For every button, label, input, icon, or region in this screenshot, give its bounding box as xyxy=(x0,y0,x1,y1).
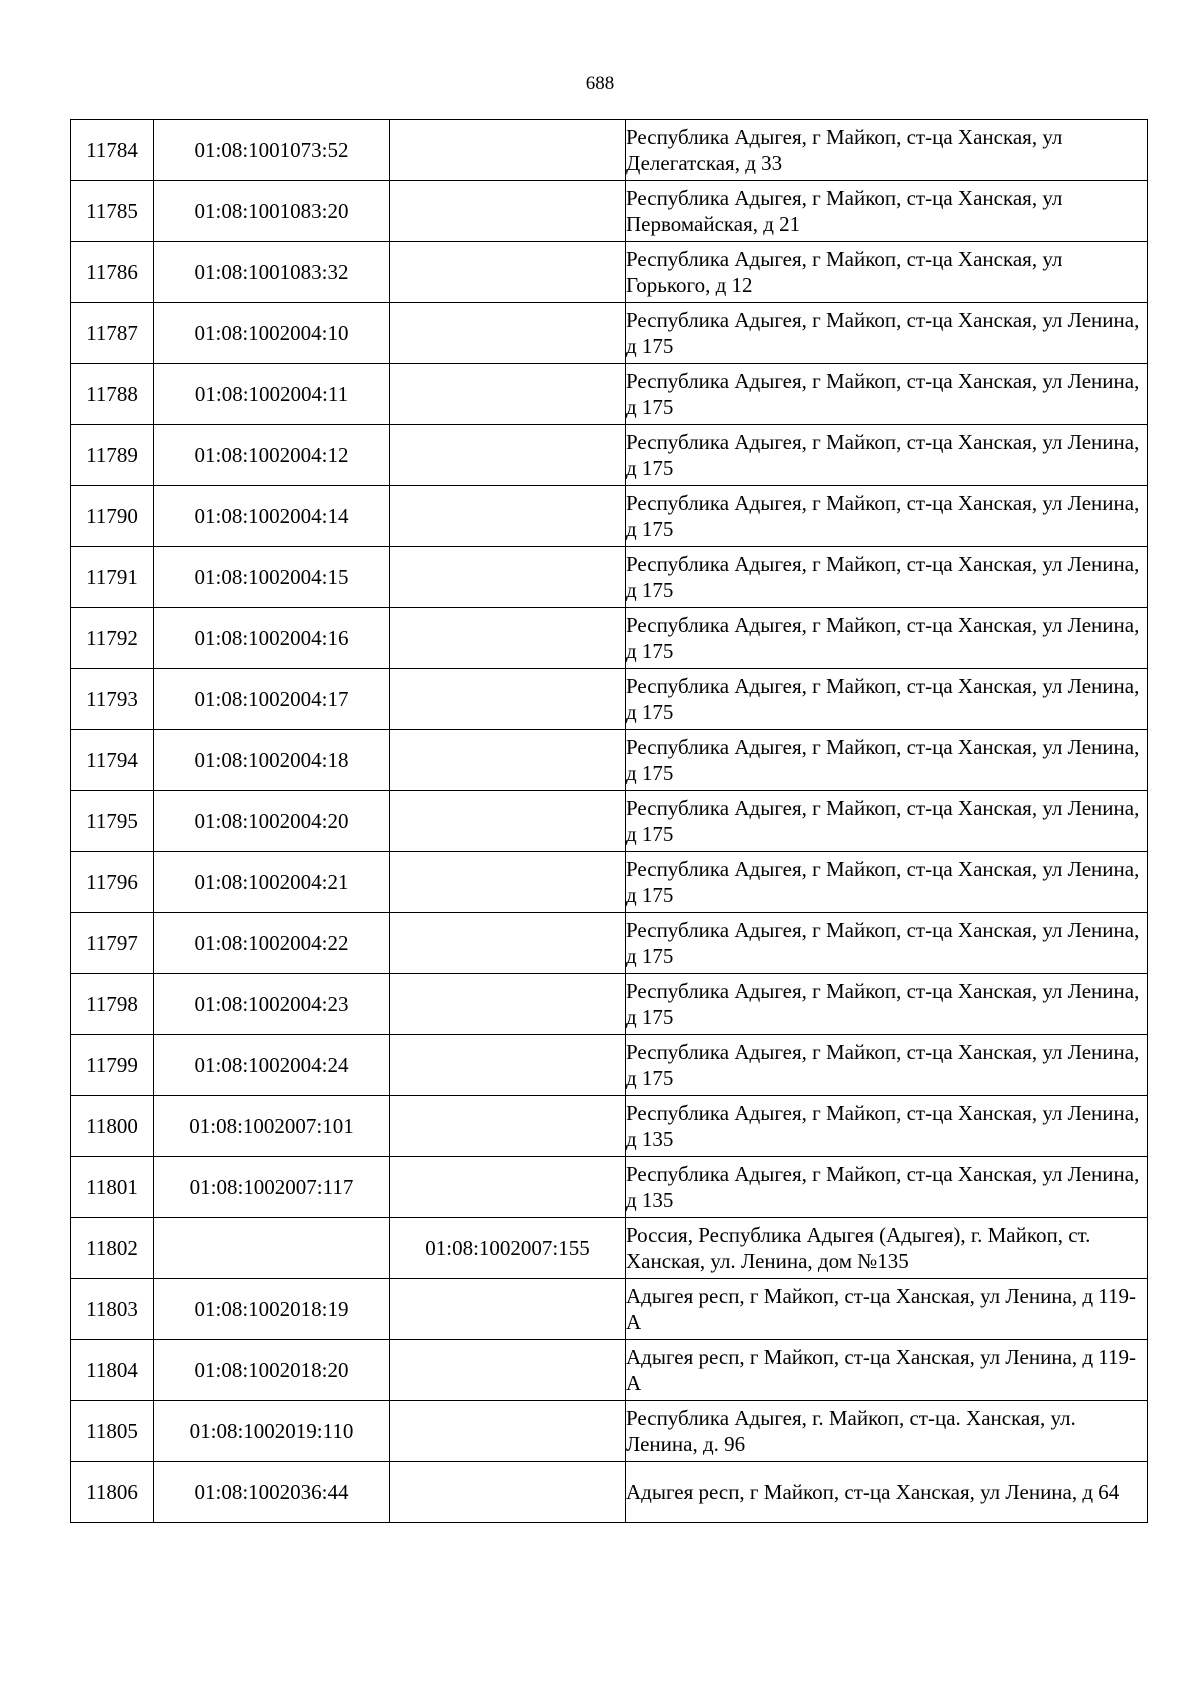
address-cell: Адыгея респ, г Майкоп, ст-ца Ханская, ул Ленина, д 64 xyxy=(626,1462,1148,1523)
cadastral-number-cell: 01:08:1002036:44 xyxy=(154,1462,390,1523)
address-cell: Россия, Республика Адыгея (Адыгея), г. Майкоп, ст. Ханская, ул. Ленина, дом №135 xyxy=(626,1218,1148,1279)
building-cadastral-number-cell xyxy=(390,913,626,974)
address-cell: Республика Адыгея, г Майкоп, ст-ца Ханская, ул Ленина, д 175 xyxy=(626,1035,1148,1096)
address-cell: Адыгея респ, г Майкоп, ст-ца Ханская, ул Ленина, д 119-А xyxy=(626,1340,1148,1401)
building-cadastral-number-cell xyxy=(390,730,626,791)
cadastral-number-cell: 01:08:1001083:32 xyxy=(154,242,390,303)
table-row xyxy=(71,1340,1148,1401)
row-number-cell: 11801 xyxy=(71,1157,154,1218)
table-row xyxy=(71,608,1148,669)
address-cell: Республика Адыгея, г Майкоп, ст-ца Ханская, ул Ленина, д 135 xyxy=(626,1096,1148,1157)
cadastral-number-cell: 01:08:1002004:23 xyxy=(154,974,390,1035)
row-number-cell: 11787 xyxy=(71,303,154,364)
row-number-cell: 11800 xyxy=(71,1096,154,1157)
cadastral-number-cell: 01:08:1002004:21 xyxy=(154,852,390,913)
cadastral-number-cell: 01:08:1002004:11 xyxy=(154,364,390,425)
row-number-cell: 11805 xyxy=(71,1401,154,1462)
table-row xyxy=(71,120,1148,181)
building-cadastral-number-cell xyxy=(390,242,626,303)
address-cell: Республика Адыгея, г Майкоп, ст-ца Ханская, ул Ленина, д 175 xyxy=(626,608,1148,669)
cadastral-number-cell: 01:08:1002007:117 xyxy=(154,1157,390,1218)
row-number-cell: 11793 xyxy=(71,669,154,730)
building-cadastral-number-cell xyxy=(390,486,626,547)
building-cadastral-number-cell xyxy=(390,1096,626,1157)
row-number-cell: 11803 xyxy=(71,1279,154,1340)
address-cell: Республика Адыгея, г Майкоп, ст-ца Ханская, ул Ленина, д 175 xyxy=(626,669,1148,730)
row-number-cell: 11792 xyxy=(71,608,154,669)
table-row xyxy=(71,974,1148,1035)
row-number-cell: 11796 xyxy=(71,852,154,913)
building-cadastral-number-cell xyxy=(390,1462,626,1523)
table-row xyxy=(71,1157,1148,1218)
cadastral-number-cell: 01:08:1002019:110 xyxy=(154,1401,390,1462)
row-number-cell: 11806 xyxy=(71,1462,154,1523)
cadastral-number-cell: 01:08:1002004:20 xyxy=(154,791,390,852)
table-row xyxy=(71,486,1148,547)
row-number-cell: 11789 xyxy=(71,425,154,486)
address-cell: Республика Адыгея, г. Майкоп, ст-ца. Ханская, ул. Ленина, д. 96 xyxy=(626,1401,1148,1462)
building-cadastral-number-cell xyxy=(390,791,626,852)
table-row xyxy=(71,242,1148,303)
cadastral-number-cell: 01:08:1002004:10 xyxy=(154,303,390,364)
address-cell: Республика Адыгея, г Майкоп, ст-ца Ханская, ул Горького, д 12 xyxy=(626,242,1148,303)
table-row xyxy=(71,730,1148,791)
cadastral-number-cell: 01:08:1002018:19 xyxy=(154,1279,390,1340)
row-number-cell: 11786 xyxy=(71,242,154,303)
address-cell: Республика Адыгея, г Майкоп, ст-ца Ханская, ул Ленина, д 135 xyxy=(626,1157,1148,1218)
address-cell: Республика Адыгея, г Майкоп, ст-ца Ханская, ул Делегатская, д 33 xyxy=(626,120,1148,181)
address-cell: Республика Адыгея, г Майкоп, ст-ца Ханская, ул Первомайская, д 21 xyxy=(626,181,1148,242)
table-row xyxy=(71,669,1148,730)
cadastral-number-cell: 01:08:1002004:24 xyxy=(154,1035,390,1096)
address-cell: Республика Адыгея, г Майкоп, ст-ца Ханская, ул Ленина, д 175 xyxy=(626,852,1148,913)
address-cell: Республика Адыгея, г Майкоп, ст-ца Ханская, ул Ленина, д 175 xyxy=(626,913,1148,974)
row-number-cell: 11798 xyxy=(71,974,154,1035)
building-cadastral-number-cell xyxy=(390,1157,626,1218)
building-cadastral-number-cell xyxy=(390,547,626,608)
table-row xyxy=(71,852,1148,913)
cadastral-number-cell: 01:08:1002004:16 xyxy=(154,608,390,669)
cadastral-number-cell: 01:08:1002004:18 xyxy=(154,730,390,791)
address-cell: Республика Адыгея, г Майкоп, ст-ца Ханская, ул Ленина, д 175 xyxy=(626,303,1148,364)
cadastral-number-cell: 01:08:1002004:14 xyxy=(154,486,390,547)
building-cadastral-number-cell xyxy=(390,303,626,364)
building-cadastral-number-cell xyxy=(390,1035,626,1096)
table-row xyxy=(71,1218,1148,1279)
row-number-cell: 11804 xyxy=(71,1340,154,1401)
table-row xyxy=(71,181,1148,242)
registry-table-body xyxy=(71,120,1148,1523)
building-cadastral-number-cell xyxy=(390,120,626,181)
row-number-cell: 11799 xyxy=(71,1035,154,1096)
building-cadastral-number-cell xyxy=(390,1401,626,1462)
building-cadastral-number-cell xyxy=(390,852,626,913)
row-number-cell: 11795 xyxy=(71,791,154,852)
address-cell: Республика Адыгея, г Майкоп, ст-ца Ханская, ул Ленина, д 175 xyxy=(626,974,1148,1035)
table-row xyxy=(71,303,1148,364)
row-number-cell: 11785 xyxy=(71,181,154,242)
table-row xyxy=(71,791,1148,852)
building-cadastral-number-cell: 01:08:1002007:155 xyxy=(390,1218,626,1279)
address-cell: Республика Адыгея, г Майкоп, ст-ца Ханская, ул Ленина, д 175 xyxy=(626,486,1148,547)
table-row xyxy=(71,1096,1148,1157)
building-cadastral-number-cell xyxy=(390,608,626,669)
row-number-cell: 11802 xyxy=(71,1218,154,1279)
address-cell: Республика Адыгея, г Майкоп, ст-ца Ханская, ул Ленина, д 175 xyxy=(626,425,1148,486)
address-cell: Республика Адыгея, г Майкоп, ст-ца Ханская, ул Ленина, д 175 xyxy=(626,364,1148,425)
cadastral-number-cell: 01:08:1002004:22 xyxy=(154,913,390,974)
address-cell: Республика Адыгея, г Майкоп, ст-ца Ханская, ул Ленина, д 175 xyxy=(626,791,1148,852)
cadastral-number-cell: 01:08:1002007:101 xyxy=(154,1096,390,1157)
address-cell: Республика Адыгея, г Майкоп, ст-ца Ханская, ул Ленина, д 175 xyxy=(626,730,1148,791)
building-cadastral-number-cell xyxy=(390,1340,626,1401)
table-row xyxy=(71,1279,1148,1340)
cadastral-number-cell: 01:08:1002018:20 xyxy=(154,1340,390,1401)
row-number-cell: 11797 xyxy=(71,913,154,974)
cadastral-number-cell: 01:08:1001073:52 xyxy=(154,120,390,181)
table-row xyxy=(71,1462,1148,1523)
table-row xyxy=(71,1035,1148,1096)
cadastral-number-cell: 01:08:1002004:17 xyxy=(154,669,390,730)
cadastral-number-cell: 01:08:1002004:15 xyxy=(154,547,390,608)
address-cell: Республика Адыгея, г Майкоп, ст-ца Ханская, ул Ленина, д 175 xyxy=(626,547,1148,608)
table-row xyxy=(71,913,1148,974)
row-number-cell: 11790 xyxy=(71,486,154,547)
building-cadastral-number-cell xyxy=(390,974,626,1035)
building-cadastral-number-cell xyxy=(390,425,626,486)
cadastral-number-cell xyxy=(154,1218,390,1279)
row-number-cell: 11791 xyxy=(71,547,154,608)
building-cadastral-number-cell xyxy=(390,181,626,242)
page-number: 688 xyxy=(585,73,615,94)
row-number-cell: 11784 xyxy=(71,120,154,181)
registry-table xyxy=(70,119,1148,1523)
table-row xyxy=(71,547,1148,608)
address-cell: Адыгея респ, г Майкоп, ст-ца Ханская, ул Ленина, д 119-А xyxy=(626,1279,1148,1340)
building-cadastral-number-cell xyxy=(390,364,626,425)
table-row xyxy=(71,425,1148,486)
table-row xyxy=(71,364,1148,425)
building-cadastral-number-cell xyxy=(390,1279,626,1340)
row-number-cell: 11788 xyxy=(71,364,154,425)
cadastral-number-cell: 01:08:1002004:12 xyxy=(154,425,390,486)
cadastral-number-cell: 01:08:1001083:20 xyxy=(154,181,390,242)
table-row xyxy=(71,1401,1148,1462)
row-number-cell: 11794 xyxy=(71,730,154,791)
building-cadastral-number-cell xyxy=(390,669,626,730)
